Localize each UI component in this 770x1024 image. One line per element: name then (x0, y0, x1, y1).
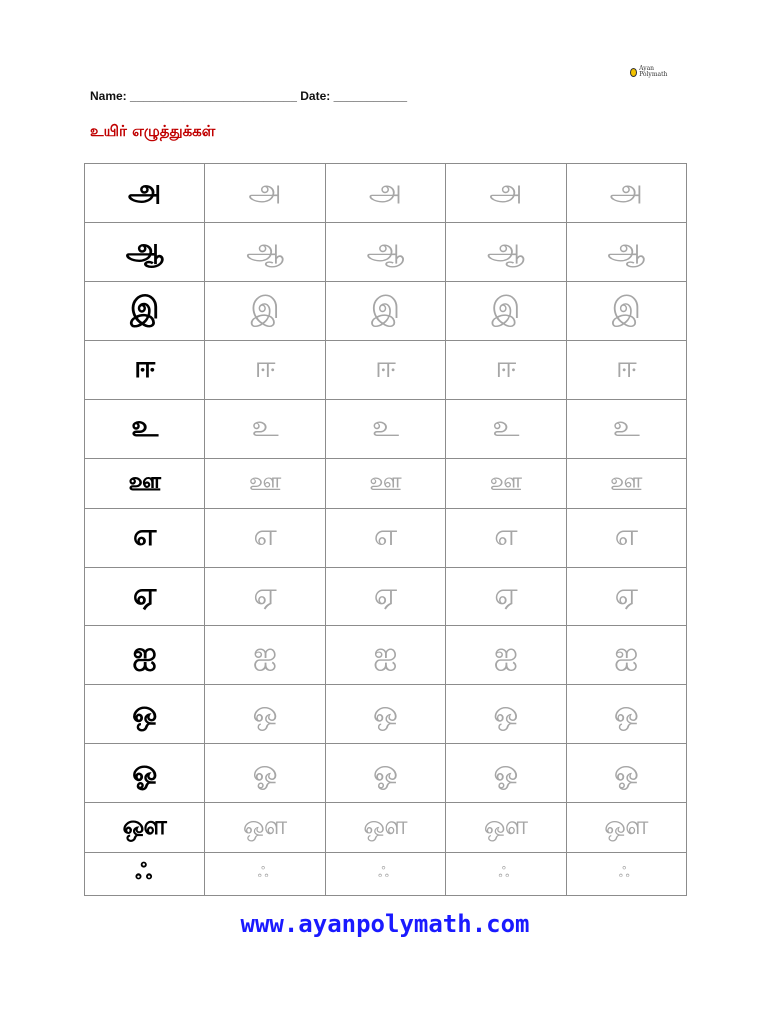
letter-row (85, 281, 687, 340)
tracing-letter-cell[interactable]: அ (566, 164, 686, 223)
tracing-letter-cell[interactable]: ஒ (446, 685, 566, 744)
letter-row (85, 222, 687, 281)
tracing-letter-cell[interactable]: ஊ (566, 458, 686, 508)
tracing-letter-cell[interactable]: ஐ (566, 626, 686, 685)
tracing-letter-cell[interactable]: ஆ (446, 222, 566, 281)
letter-row (85, 685, 687, 744)
tracing-letter-cell[interactable]: அ (446, 164, 566, 223)
tracing-letter-cell[interactable]: உ (205, 399, 325, 458)
letter-row (85, 744, 687, 803)
model-letter-cell: ஏ (85, 567, 205, 626)
tracing-letter-cell[interactable]: ஊ (205, 458, 325, 508)
tracing-letter-cell[interactable]: ஏ (566, 567, 686, 626)
tracing-letter-cell[interactable]: அ (325, 164, 445, 223)
worksheet-title: உயிர் எழுத்துக்கள் (90, 122, 216, 140)
letter-row (85, 399, 687, 458)
date-label: Date: (300, 89, 331, 103)
footer-website-link[interactable]: www.ayanpolymath.com (240, 910, 530, 938)
tracing-letter-cell[interactable]: ஏ (446, 567, 566, 626)
tracing-letter-cell[interactable]: ஈ (205, 340, 325, 399)
tracing-letter-cell[interactable]: உ (325, 399, 445, 458)
tracing-letter-cell[interactable]: ஐ (325, 626, 445, 685)
tracing-letter-cell[interactable]: ஒ (566, 685, 686, 744)
tracing-letter-cell[interactable]: ஒ (325, 685, 445, 744)
tracing-letter-cell[interactable]: ஐ (446, 626, 566, 685)
tracing-letter-cell[interactable]: இ (446, 281, 566, 340)
tracing-letter-cell[interactable]: ஔ (325, 803, 445, 853)
letter-row (85, 458, 687, 508)
model-letter-cell: ஓ (85, 744, 205, 803)
tracing-letter-cell[interactable]: ஓ (325, 744, 445, 803)
tracing-letter-cell[interactable]: ஔ (566, 803, 686, 853)
tracing-letter-cell[interactable]: உ (566, 399, 686, 458)
tracing-letter-cell[interactable]: ஓ (205, 744, 325, 803)
model-letter-cell: ஒ (85, 685, 205, 744)
letter-row (85, 853, 687, 896)
model-letter-cell: எ (85, 508, 205, 567)
letter-row (85, 508, 687, 567)
model-letter-cell: ஔ (85, 803, 205, 853)
logo-text: Ayan Polymath (639, 65, 668, 78)
letter-tracing-grid (84, 163, 687, 896)
name-blank[interactable]: _________________________ (130, 89, 297, 103)
tracing-letter-cell[interactable]: ஈ (566, 340, 686, 399)
tracing-letter-cell[interactable]: ஐ (205, 626, 325, 685)
tracing-letter-cell[interactable]: இ (566, 281, 686, 340)
tracing-letter-cell[interactable]: ஃ (325, 853, 445, 896)
model-letter-cell: இ (85, 281, 205, 340)
letter-row (85, 164, 687, 223)
tracing-letter-cell[interactable]: எ (205, 508, 325, 567)
tracing-letter-cell[interactable]: ஆ (566, 222, 686, 281)
tracing-letter-cell[interactable]: ஓ (446, 744, 566, 803)
tracing-letter-cell[interactable]: ஃ (446, 853, 566, 896)
model-letter-cell: ஃ (85, 853, 205, 896)
tracing-letter-cell[interactable]: இ (325, 281, 445, 340)
tracing-letter-cell[interactable]: எ (325, 508, 445, 567)
tracing-letter-cell[interactable]: அ (205, 164, 325, 223)
tracing-letter-cell[interactable]: ஔ (205, 803, 325, 853)
site-logo (630, 64, 672, 80)
letter-row (85, 803, 687, 853)
tracing-letter-cell[interactable]: இ (205, 281, 325, 340)
lightbulb-icon (630, 68, 637, 77)
model-letter-cell: ஈ (85, 340, 205, 399)
tracing-letter-cell[interactable]: ஊ (325, 458, 445, 508)
model-letter-cell: அ (85, 164, 205, 223)
tracing-letter-cell[interactable]: எ (446, 508, 566, 567)
model-letter-cell: உ (85, 399, 205, 458)
tracing-letter-cell[interactable]: ஏ (325, 567, 445, 626)
tracing-letter-cell[interactable]: உ (446, 399, 566, 458)
tracing-letter-cell[interactable]: ஃ (205, 853, 325, 896)
tracing-letter-cell[interactable]: ஓ (566, 744, 686, 803)
name-label: Name: (90, 89, 127, 103)
tracing-letter-cell[interactable]: எ (566, 508, 686, 567)
tracing-letter-cell[interactable]: ஆ (205, 222, 325, 281)
tracing-letter-cell[interactable]: ஈ (325, 340, 445, 399)
name-date-line (90, 89, 407, 103)
model-letter-cell: ஆ (85, 222, 205, 281)
tracing-letter-cell[interactable]: ஃ (566, 853, 686, 896)
tracing-letter-cell[interactable]: ஔ (446, 803, 566, 853)
model-letter-cell: ஐ (85, 626, 205, 685)
tracing-letter-cell[interactable]: ஏ (205, 567, 325, 626)
letter-row (85, 340, 687, 399)
letter-row (85, 626, 687, 685)
date-blank[interactable]: ___________ (333, 89, 408, 103)
letter-row (85, 567, 687, 626)
tracing-letter-cell[interactable]: ஆ (325, 222, 445, 281)
tracing-letter-cell[interactable]: ஈ (446, 340, 566, 399)
tracing-letter-cell[interactable]: ஊ (446, 458, 566, 508)
tracing-letter-cell[interactable]: ஒ (205, 685, 325, 744)
model-letter-cell: ஊ (85, 458, 205, 508)
